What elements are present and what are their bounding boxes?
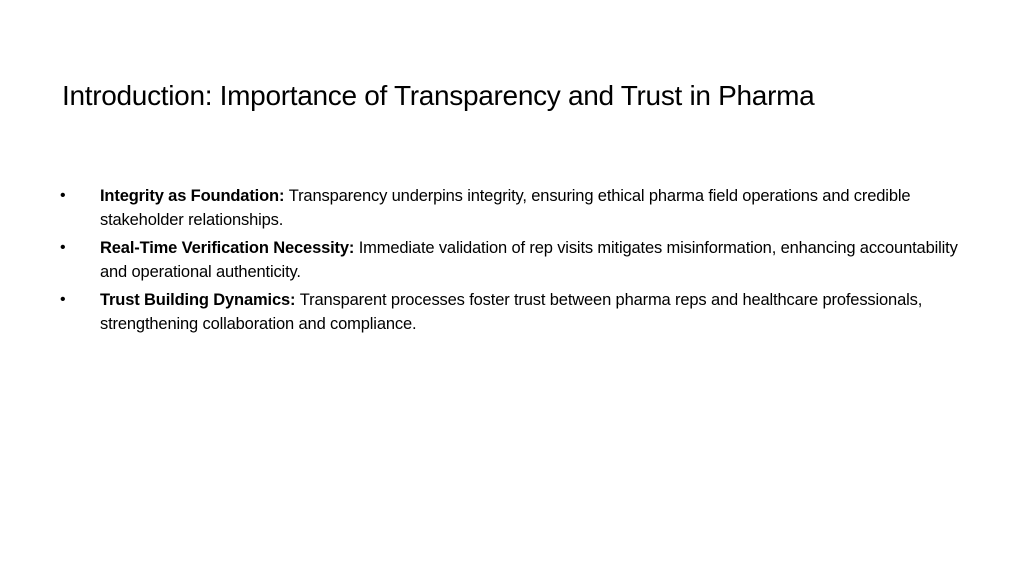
bullet-icon: •: [60, 239, 66, 256]
bullet-text: Immediate validation of rep visits mitigates misinformation, enhancing accountability and operational authenticity.: [100, 239, 958, 281]
bullet-text: Transparency underpins integrity, ensuring ethical pharma field operations and credible stakeholder relationships.: [100, 187, 911, 229]
slide-title: Introduction: Importance of Transparency and Trust in Pharma: [62, 80, 815, 111]
bullet-label: Real-Time Verification Necessity:: [100, 239, 359, 257]
bullet-item-verification: [60, 236, 960, 284]
bullet-icon: •: [60, 291, 66, 308]
bullet-label: Integrity as Foundation:: [100, 187, 289, 205]
bullet-item-trust: [60, 288, 960, 336]
bullet-text: Transparent processes foster trust between pharma reps and healthcare professionals, strengthening collaboration and compliance.: [100, 291, 923, 333]
bullet-label: Trust Building Dynamics:: [100, 291, 300, 309]
bullet-icon: •: [60, 187, 66, 204]
bullet-list: [60, 184, 960, 340]
bullet-item-integrity: [60, 184, 960, 232]
